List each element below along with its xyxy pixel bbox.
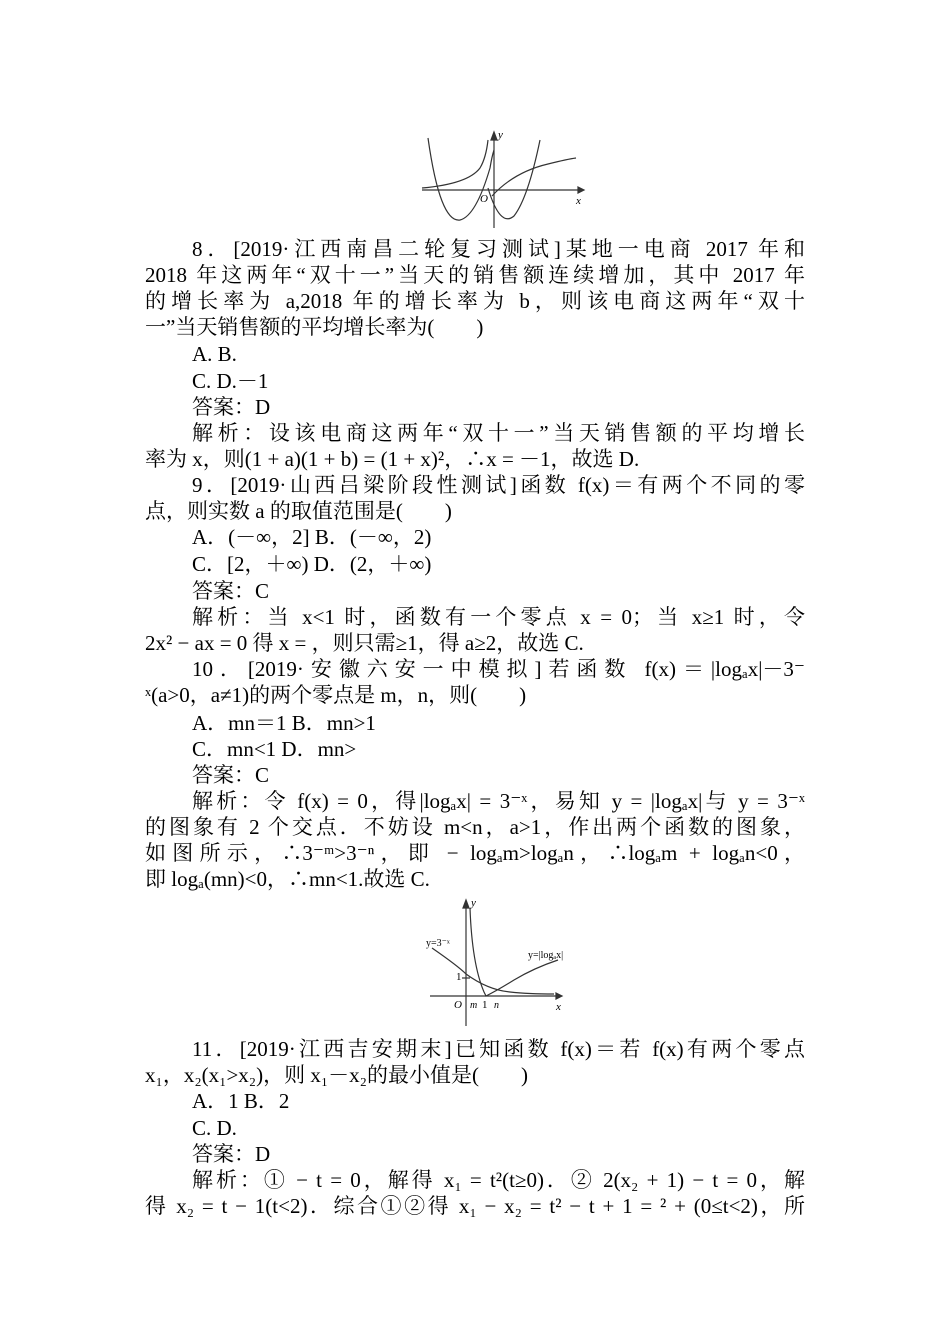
q10-analysis-3: 如图所示，∴3⁻ᵐ>3⁻ⁿ，即 − logₐm>logₐn，∴logₐm + logₐn<0， (145, 841, 805, 865)
x-axis-label: x (576, 195, 581, 207)
q8-analysis-1: 解析：设该电商这两年“双十一”当天销售额的平均增长 (192, 421, 805, 445)
q9-answer: 答案：C (192, 579, 270, 603)
figure-graph-1 (418, 128, 590, 232)
q8-answer: 答案：D (192, 395, 271, 419)
x-axis-arrow (556, 993, 562, 999)
y-axis-arrow (491, 132, 497, 140)
figure-graph-2 (418, 894, 586, 1028)
q10-analysis-1: 解析：令 f(x) = 0，得|logₐx| = 3⁻ˣ，易知 y = |logₐx|与 y = 3⁻ˣ (192, 789, 805, 813)
y-axis-label: y (471, 897, 476, 909)
q10-answer: 答案：C (192, 763, 270, 787)
q10-option-ab: A．mn＝1 B．mn>1 (192, 711, 376, 735)
curve-log-label: y=|logₐx| (528, 950, 564, 961)
q11-line-1: 11．[2019·江西吉安期末]已知函数 f(x)＝若 f(x)有两个零点 (192, 1037, 805, 1061)
q9-option-ab: A．(－∞，2] B．(－∞，2) (192, 525, 432, 549)
q8-line-4: 一”当天销售额的平均增长率为( ) (145, 315, 484, 339)
x-axis-arrow (578, 187, 584, 193)
y-axis-arrow (463, 900, 469, 908)
y-one-label: 1 (456, 971, 462, 983)
q11-analysis-1: 解析：① − t = 0，解得 x₁ = t²(t≥0)．② 2(x₂ + 1) − t = 0，解 (192, 1168, 805, 1192)
q10-option-cd: C．mn<1 D．mn> (192, 737, 357, 761)
curve-exp-label: y=3⁻ˣ (426, 938, 450, 949)
q11-option-cd: C. D. (192, 1116, 237, 1140)
q8-line-2: 2018 年这两年“双十一”当天的销售额连续增加，其中 2017 年 (145, 263, 805, 287)
q10-line-1: 10．[2019·安徽六安一中模拟]若函数 f(x)＝|logₐx|－3⁻ (192, 657, 805, 681)
q9-option-cd: C．[2，＋∞) D．(2，＋∞) (192, 552, 432, 576)
q10-analysis-2: 的图象有 2 个交点．不妨设 m<n，a>1，作出两个函数的图象， (145, 815, 805, 839)
q10-analysis-4: 即 logₐ(mn)<0，∴mn<1.故选 C. (145, 867, 430, 891)
curve-parabola-2 (488, 140, 540, 219)
q11-answer: 答案：D (192, 1142, 271, 1166)
n-label: n (494, 1000, 499, 1011)
q11-analysis-2: 得 x₂ = t − 1(t<2)．综合①②得 x₁ − x₂ = t² − t + 1 = ² + (0≤t<2)，所 (145, 1194, 805, 1218)
q8-line-3: 的增长率为 a,2018 年的增长率为 b，则该电商这两年“双十 (145, 289, 805, 313)
q9-line-1: 9．[2019·山西吕梁阶段性测试]函数 f(x)＝有两个不同的零 (192, 473, 805, 497)
q9-line-2: 点，则实数 a 的取值范围是( ) (145, 499, 452, 523)
q11-option-ab: A．1 B．2 (192, 1089, 290, 1113)
curve-parabola-1 (428, 138, 494, 220)
q9-analysis-1: 解析：当 x<1 时，函数有一个零点 x = 0；当 x≥1 时，令 (192, 605, 805, 629)
m-label: m (470, 1000, 478, 1011)
x-one-label: 1 (482, 999, 488, 1011)
q10-line-2: ˣ(a>0，a≠1)的两个零点是 m，n，则( ) (145, 683, 527, 707)
q8-analysis-2: 率为 x，则(1 + a)(1 + b) = (1 + x)²，∴x = －1，故选 D. (145, 447, 640, 471)
y-axis-label: y (498, 129, 503, 141)
x-axis-label: x (556, 1001, 561, 1013)
q8-option-ab: A. B. (192, 342, 237, 366)
origin-label: O (480, 193, 488, 205)
q8-option-cd: C. D.－1 (192, 369, 269, 393)
q8-line-1: 8．[2019·江西南昌二轮复习测试]某地一电商 2017 年和 (192, 237, 805, 261)
origin-label: O (454, 999, 462, 1011)
q9-analysis-2: 2x² − ax = 0 得 x = ，则只需≥1，得 a≥2，故选 C. (145, 631, 584, 655)
q11-line-2: x₁，x₂(x₁>x₂)，则 x₁－x₂的最小值是( ) (145, 1063, 528, 1087)
